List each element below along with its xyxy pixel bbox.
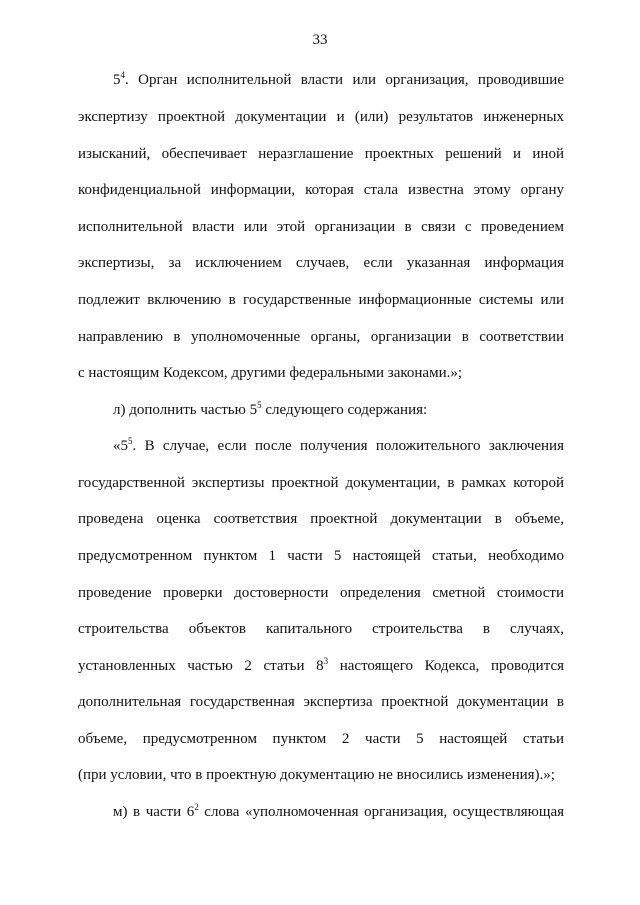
superscript: 4 bbox=[120, 70, 125, 80]
paragraph-line: экспертизы, за исключением случаев, если указанная информация bbox=[78, 255, 564, 271]
paragraph-line: подлежит включению в государственные информационные системы или bbox=[78, 292, 564, 308]
paragraph-line: объеме, предусмотренном пунктом 2 части 5 настоящей статьи bbox=[78, 731, 564, 747]
line-text: слова «уполномоченная организация, осуществляющая bbox=[198, 804, 565, 820]
paragraph-line bbox=[113, 400, 564, 420]
superscript: 5 bbox=[257, 400, 262, 410]
line-text: л) дополнить частью 5 bbox=[113, 402, 258, 418]
paragraph-line bbox=[113, 802, 564, 822]
paragraph-line: экспертизу проектной документации и (или) результатов инженерных bbox=[78, 109, 564, 125]
paragraph-line: (при условии, что в проектную документацию не вносились изменения).»; bbox=[78, 767, 555, 783]
line-text: 5 bbox=[113, 72, 121, 88]
line-text: . В случае, если после получения положительного заключения bbox=[132, 438, 564, 454]
superscript: 2 bbox=[194, 802, 199, 812]
paragraph-line: с настоящим Кодексом, другими федеральными законами.»; bbox=[78, 365, 463, 381]
line-text: «5 bbox=[113, 438, 128, 454]
line-text: следующего содержания: bbox=[261, 402, 428, 418]
paragraph-line: исполнительной власти или этой организации в связи с проведением bbox=[78, 219, 564, 235]
paragraph-line: дополнительная государственная экспертиза проектной документации в bbox=[78, 694, 564, 710]
line-text: . Орган исполнительной власти или организация, проводившие bbox=[125, 72, 564, 88]
paragraph-line: изысканий, обеспечивает неразглашение проектных решений и иной bbox=[78, 146, 564, 162]
paragraph-line: строительства объектов капитального строительства в случаях, bbox=[78, 621, 564, 637]
paragraph-line bbox=[78, 656, 564, 676]
paragraph-line: направлению в уполномоченные органы, организации в соответствии bbox=[78, 329, 564, 345]
paragraph-line bbox=[113, 70, 564, 90]
paragraph-line: предусмотренном пунктом 1 части 5 настоящей статьи, необходимо bbox=[78, 548, 564, 564]
paragraph-line bbox=[113, 436, 564, 456]
line-text: установленных частью 2 статьи 8 bbox=[78, 658, 324, 674]
page-number: 33 bbox=[312, 32, 328, 48]
paragraph-line: проведение проверки достоверности определения сметной стоимости bbox=[78, 585, 564, 601]
paragraph-line: государственной экспертизы проектной документации, в рамках которой bbox=[78, 475, 564, 491]
paragraph-line: проведена оценка соответствия проектной документации в объеме, bbox=[78, 511, 564, 527]
line-text: м) в части 6 bbox=[113, 804, 195, 820]
superscript: 3 bbox=[323, 656, 329, 666]
paragraph-line: конфиденциальной информации, которая стала известна этому органу bbox=[78, 182, 564, 198]
line-text: настоящего Кодекса, проводится bbox=[328, 658, 565, 674]
superscript: 5 bbox=[128, 436, 133, 446]
